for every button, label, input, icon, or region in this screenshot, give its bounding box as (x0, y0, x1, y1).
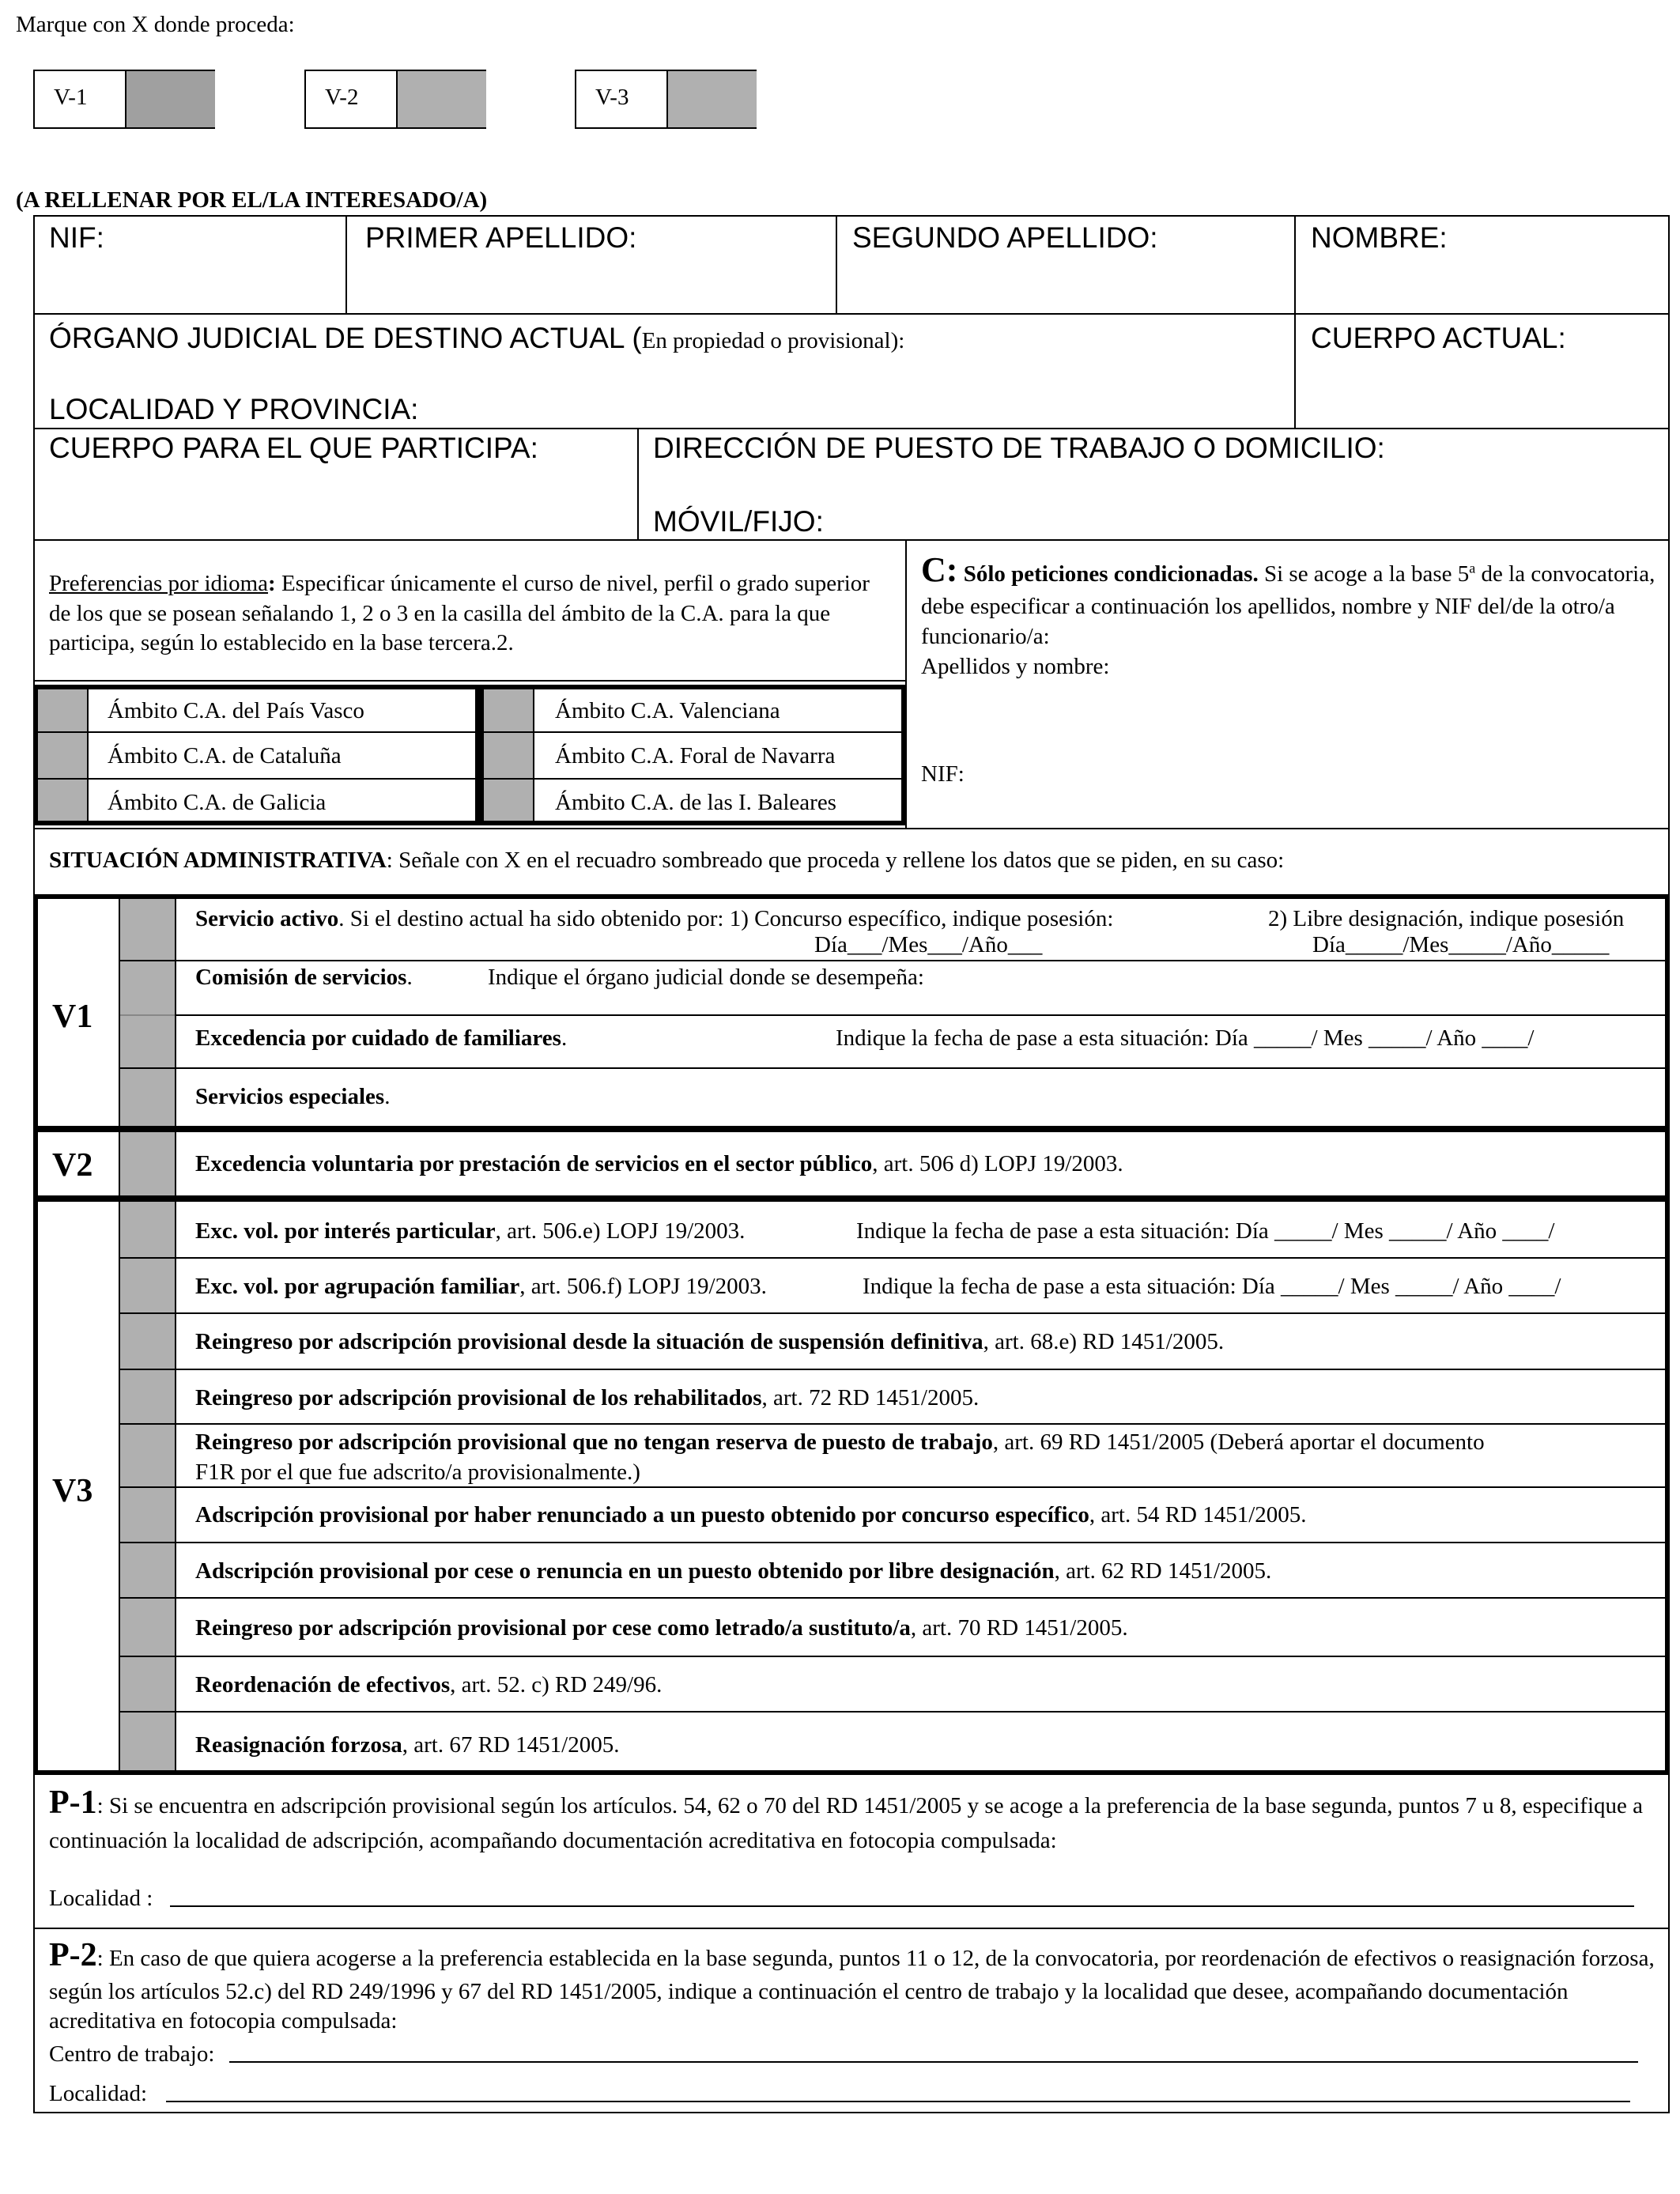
condicionadas-text: C: Sólo peticiones condicionadas. Si se acoge a la base 5$^a$ de la convocatoria, debe especificar a continuación los apellidos, nombre y NIF del/de la otro/a funcionario/a: (921, 550, 1655, 649)
posesion-fecha-concurso[interactable]: Día___/Mes___/Año___ (814, 932, 1043, 957)
excedencia-fecha[interactable]: Indique la fecha de pase a esta situación: Día _____/ Mes _____/ Año ____/ (836, 1025, 1535, 1051)
apellidos-nombre-field[interactable] (909, 680, 1664, 751)
excedencia-sector-publico-checkbox[interactable] (120, 1132, 175, 1195)
option-v3-checkbox[interactable] (666, 71, 757, 127)
ambito-navarra-box[interactable] (484, 733, 533, 778)
localidad-provincia-label: LOCALIDAD Y PROVINCIA: (49, 393, 419, 425)
servicio-activo-text: Servicio activo. Si el destino actual ha sido obtenido por: 1) Concurso específico, indique posesión: (195, 906, 1114, 931)
v3-row-letrado-sustituto: Reingreso por adscripción provisional por cese como letrado/a sustituto/a, art. 70 RD 1451/2005. (195, 1615, 1128, 1641)
p2-centro-field[interactable] (229, 2061, 1638, 2063)
v3-row-sin-reserva-note: F1R por el que fue adscrito/a provisionalmente.) (195, 1460, 640, 1485)
v3-row-agrupacion-familiar: Exc. vol. por agrupación familiar, art. 506.f) LOPJ 19/2003. (195, 1274, 767, 1299)
option-v1-checkbox[interactable] (125, 71, 215, 127)
cuerpo-participa-label: CUERPO PARA EL QUE PARTICIPA: (49, 432, 538, 464)
p1-text: P-1: Si se encuentra en adscripción provisional según los artículos. 54, 62 o 70 del RD 1451/2005 y se acoge a la preferencia de la base segunda, puntos 7 u 8, especifique a continuación la localidad de adscripción, acompañando documentación acreditativa en fotocopia compulsada: (49, 1784, 1643, 1853)
v3-row-reordenacion: Reordenación de efectivos, art. 52. c) RD 249/96. (195, 1672, 663, 1697)
movil-label: MÓVIL/FIJO: (653, 505, 824, 538)
nif-label: NIF: (49, 221, 104, 254)
option-v3[interactable] (575, 70, 757, 129)
ambito-baleares-box[interactable] (484, 780, 533, 821)
v3-row-rehabilitados: Reingreso por adscripción provisional de los rehabilitados, art. 72 RD 1451/2005. (195, 1385, 980, 1410)
v2-label: V2 (52, 1147, 93, 1184)
apellidos-nombre-label: Apellidos y nombre: (921, 654, 1110, 679)
ambito-navarra-label: Ámbito C.A. Foral de Navarra (555, 743, 836, 768)
servicios-especiales-checkbox[interactable] (120, 1069, 175, 1126)
v3-row-suspension-definitiva: Reingreso por adscripción provisional desde la situación de suspensión definitiva, art. 68.e) RD 1451/2005. (195, 1329, 1225, 1354)
option-v2-label: V-2 (325, 85, 359, 110)
situacion-instructions: SITUACIÓN ADMINISTRATIVA: Señale con X en el recuadro sombreado que proceda y rellene los datos que se piden, en su caso: (49, 848, 1285, 873)
primer-apellido-field[interactable] (348, 261, 835, 312)
servicio-activo-checkbox[interactable] (120, 899, 175, 960)
excedencia-sector-publico-text: Excedencia voluntaria por prestación de servicios en el sector público, art. 506 d) LOPJ 19/2003. (195, 1151, 1123, 1176)
ambito-galicia-box[interactable] (38, 780, 87, 821)
option-v1[interactable] (33, 70, 215, 129)
p1-localidad-label: Localidad : (49, 1886, 153, 1911)
ambito-valenciana-box[interactable] (484, 689, 533, 731)
ambito-baleares-label: Ámbito C.A. de las I. Baleares (555, 790, 836, 815)
v3-row-sin-reserva: Reingreso por adscripción provisional que no tengan reserva de puesto de trabajo, art. 69 RD 1451/2005 (Deberá aportar el documento (195, 1429, 1485, 1455)
nombre-field[interactable] (1297, 261, 1668, 312)
mark-instruction: Marque con X donde proceda: (16, 12, 295, 37)
direccion-label: DIRECCIÓN DE PUESTO DE TRABAJO O DOMICILIO: (653, 432, 1385, 464)
p2-localidad-label: Localidad: (49, 2081, 148, 2106)
fill-note: (A RELLENAR POR EL/LA INTERESADO/A) (16, 187, 488, 213)
v3-row-libre-designacion: Adscripción provisional por cese o renuncia en un puesto obtenido por libre designación, art. 62 RD 1451/2005. (195, 1558, 1272, 1584)
segundo-apellido-label: SEGUNDO APELLIDO: (852, 221, 1158, 254)
nif-field[interactable] (35, 261, 345, 312)
option-v1-label: V-1 (54, 85, 88, 110)
segundo-apellido-field[interactable] (838, 261, 1293, 312)
servicios-especiales-text: Servicios especiales. (195, 1084, 391, 1109)
ambito-pais-vasco-label: Ámbito C.A. del País Vasco (108, 698, 364, 723)
ambito-cataluna-box[interactable] (38, 733, 87, 778)
excedencia-familiares-text: Excedencia por cuidado de familiares. (195, 1025, 568, 1051)
option-v3-label: V-3 (595, 85, 629, 110)
cuerpo-actual-label: CUERPO ACTUAL: (1311, 322, 1566, 354)
comision-organo-text: Indique el órgano judicial donde se desempeña: (488, 965, 924, 990)
ambito-pais-vasco-box[interactable] (38, 689, 87, 731)
posesion-fecha-libre[interactable]: Día_____/Mes_____/Año_____ (1312, 932, 1610, 957)
idioma-instructions: Preferencias por idioma: Especificar únicamente el curso de nivel, perfil o grado superior de los que se posean señalando 1, 2 o 3 en la casilla del ámbito de la C.A. para la que participa, según lo establecido en la base tercera.2. (49, 571, 870, 656)
ambito-cataluna-label: Ámbito C.A. de Cataluña (108, 743, 342, 768)
libre-designacion-text: 2) Libre designación, indique posesión (1268, 906, 1625, 931)
p2-text: P-2: En caso de que quiera acogerse a la preferencia establecida en la base segunda, puntos 11 o 12, de la convocatoria, por reordenación de efectivos o reasignación forzosa, según los artículos 52.c) del RD 249/1996 y 67 del RD 1451/2005, indique a continuación el centro de trabajo y la localidad que desee, acompañando documentación acreditativa en fotocopia compulsada: (49, 1937, 1655, 2034)
condicionado-nif-label: NIF: (921, 761, 965, 787)
option-v2[interactable] (304, 70, 486, 129)
v1-label: V1 (52, 999, 93, 1035)
condicionado-nif-field[interactable] (972, 755, 1660, 818)
ambito-valenciana-label: Ámbito C.A. Valenciana (555, 698, 780, 723)
v3-row-agrupacion-familiar-fecha[interactable]: Indique la fecha de pase a esta situación: Día _____/ Mes _____/ Año ____/ (863, 1274, 1561, 1299)
v3-row-concurso-especifico: Adscripción provisional por haber renunciado a un puesto obtenido por concurso específico, art. 54 RD 1451/2005. (195, 1502, 1307, 1527)
p1-localidad-field[interactable] (170, 1905, 1634, 1907)
primer-apellido-label: PRIMER APELLIDO: (365, 221, 637, 254)
v3-row-interes-particular-fecha[interactable]: Indique la fecha de pase a esta situación: Día _____/ Mes _____/ Año ____/ (856, 1218, 1555, 1244)
nombre-label: NOMBRE: (1311, 221, 1448, 254)
comision-servicios-text: Comisión de servicios. (195, 965, 413, 990)
p2-centro-label: Centro de trabajo: (49, 2041, 215, 2067)
v3-label: V3 (52, 1473, 93, 1509)
option-v2-checkbox[interactable] (396, 71, 486, 127)
v3-row-interes-particular: Exc. vol. por interés particular, art. 506.e) LOPJ 19/2003. (195, 1218, 746, 1244)
v3-row-reasignacion: Reasignación forzosa, art. 67 RD 1451/2005. (195, 1732, 620, 1758)
p2-localidad-field[interactable] (166, 2101, 1630, 2102)
ambito-galicia-label: Ámbito C.A. de Galicia (108, 790, 327, 815)
organo-label: ÓRGANO JUDICIAL DE DESTINO ACTUAL (En propiedad o provisional): (49, 322, 905, 354)
